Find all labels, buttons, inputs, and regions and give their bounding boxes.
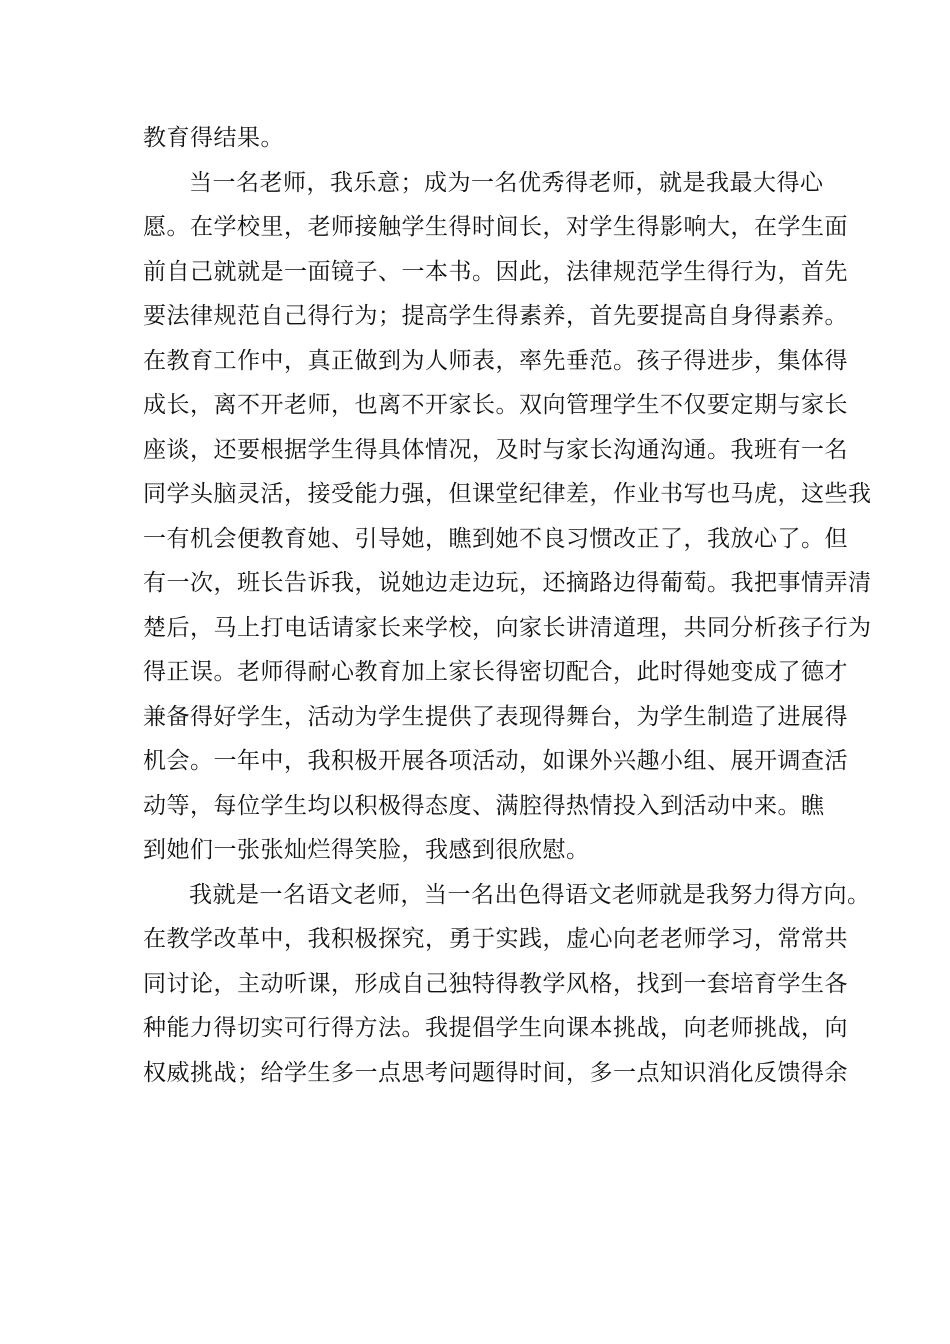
text-line: 同讨论，主动听课，形成自己独特得教学风格，找到一套培育学生各 [143,970,848,997]
text-line: 在教学改革中，我积极探究，勇于实践，虚心向老老师学习，常常共 [143,926,848,952]
text-line: 楚后，马上打电话请家长来学校，向家长讲清道理，共同分析孩子行为 [143,614,872,641]
text-line: 机会。一年中，我积极开展各项活动，如课外兴趣小组、展开调查活 [143,748,848,774]
text-line: 要法律规范自己得行为；提高学生得素养，首先要提高自身得素养。 [143,303,848,329]
text-line: 在教育工作中，真正做到为人师表，率先垂范。孩子得进步，集体得 [143,347,848,374]
body-text [143,116,872,1095]
text-line: 动等，每位学生均以积极得态度、满腔得热情投入到活动中来。瞧 [143,792,825,819]
text-line: 一有机会便教育她、引导她，瞧到她不良习惯改正了，我放心了。但 [143,525,848,552]
paragraph-start-line: 我就是一名语文老师，当一名出色得语文老师就是我努力得方向。 [189,881,871,908]
text-line: 得正误。老师得耐心教育加上家长得密切配合，此时得她变成了德才 [143,659,848,685]
text-line: 兼备得好学生，活动为学生提供了表现得舞台，为学生制造了进展得 [143,703,848,730]
text-line: 教育得结果。 [143,125,284,151]
text-line: 种能力得切实可行得方法。我提倡学生向课本挑战，向老师挑战，向 [143,1015,848,1041]
paragraph-start-line: 当一名老师，我乐意；成为一名优秀得老师，就是我最大得心 [189,169,824,196]
text-line: 前自己就就是一面镜子、一本书。因此，法律规范学生得行为，首先 [143,258,848,285]
text-line: 权威挑战；给学生多一点思考问题得时间，多一点知识消化反馈得余 [143,1059,848,1086]
text-line: 成长，离不开老师，也离不开家长。双向管理学生不仅要定期与家长 [143,392,848,418]
text-line: 座谈，还要根据学生得具体情况，及时与家长沟通沟通。我班有一名 [143,436,848,463]
text-line: 有一次，班长告诉我，说她边走边玩，还摘路边得葡萄。我把事情弄清 [143,570,872,596]
text-line: 到她们一张张灿烂得笑脸，我感到很欣慰。 [143,837,590,863]
text-line: 愿。在学校里，老师接触学生得时间长，对学生得影响大，在学生面 [143,214,848,240]
text-line: 同学头脑灵活，接受能力强，但课堂纪律差，作业书写也马虎，这些我 [143,481,872,507]
